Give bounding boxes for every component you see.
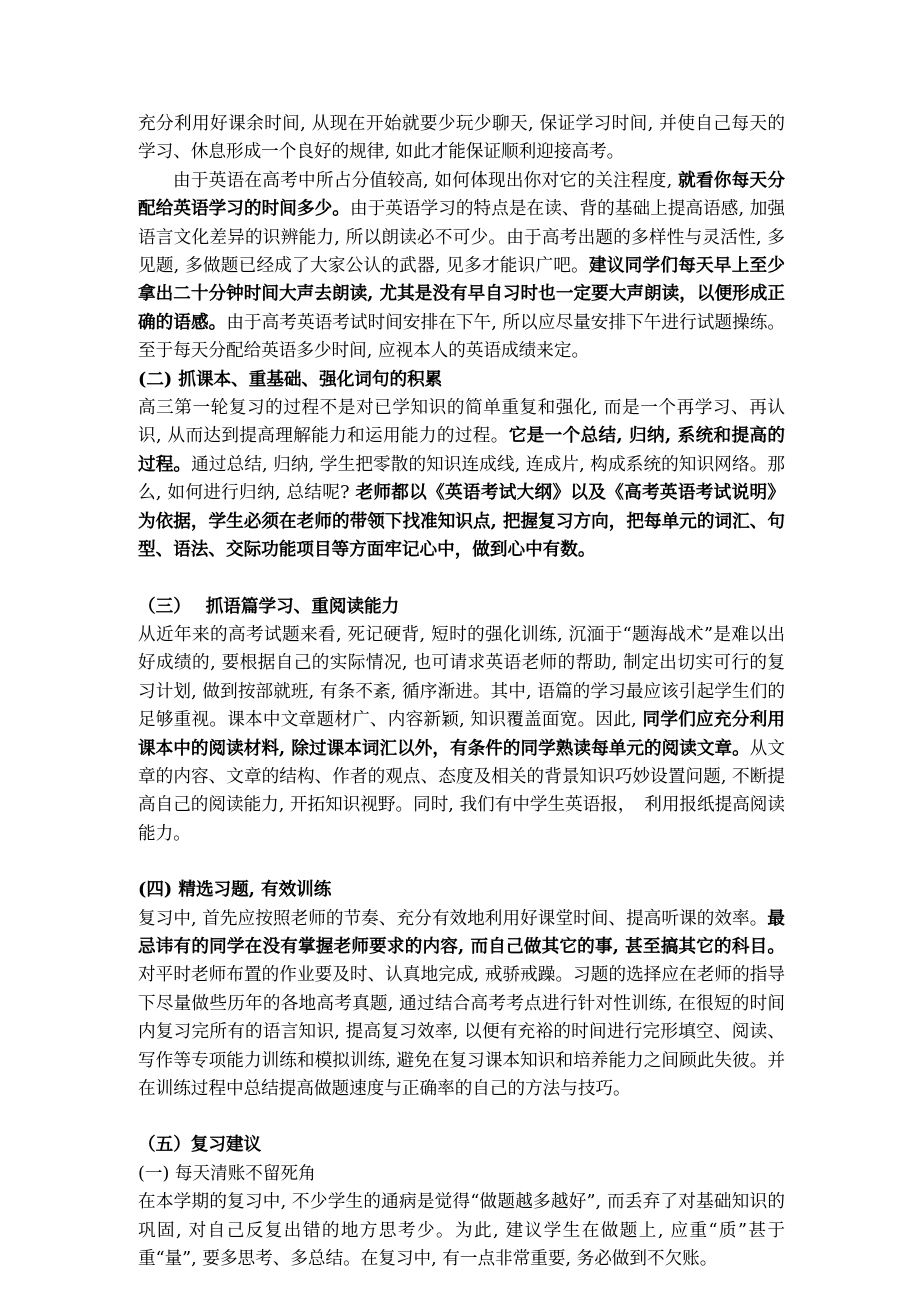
bold-run: 就看你每天分配给英语学习的时间多少。 bbox=[138, 169, 785, 220]
section-heading-2: (二) 抓课本、重基础、强化词句的积累 bbox=[138, 368, 443, 390]
text-run: 复习中, 首先应按照老师的节奏、充分有效地利用好课堂时间、提高听课的效率。 bbox=[138, 908, 768, 929]
section-heading-5: （五）复习建议 bbox=[138, 1134, 262, 1156]
bold-run: 同学们应充分利用课本中的阅读材料, 除过课本词汇以外，有条件的同学熟读每单元的阅读文章。 bbox=[138, 709, 785, 759]
paragraph-suggestions: 在本学期的复习中, 不少学生的通病是觉得“做题越多越好”, 而丢弃了对基础知识的巩固, 对自己反复出错的地方思考少。为此, 建议学生在做题上, 应重“质”甚于重“量”, 要多思考、多总结。在复习中, 有一点非常重要, 务必做到不欠账。 bbox=[138, 1192, 785, 1270]
section-heading-3: （三） 抓语篇学习、重阅读能力 bbox=[138, 595, 400, 617]
text-run: 对平时老师布置的作业要及时、认真地完成, 戒骄戒躁。习题的选择应在老师的指导下尽量做些历年的各地高考真题, 通过结合高考考点进行针对性训练, 在很短的时间内复习完所有的语言知识, 提高复习效率, 以便有充裕的时间进行完形填空、阅读、写作等专项能力训练和模拟训练, 避免在复习课本知识和培养能力之间顾此失彼。并在训练过程中总结提高做题速度与正确率的自己的方法与技巧。 bbox=[138, 965, 785, 1099]
blank-line bbox=[138, 1103, 785, 1131]
text-run: 由于高考英语考试时间安排在下午, 所以应尽量安排下午进行试题操练。至于每天分配给英语多少时间, 应视本人的英语成绩来定。 bbox=[138, 312, 785, 362]
section-heading-4: (四) 精选习题, 有效训练 bbox=[138, 879, 332, 901]
text-run: 由于英语学习的特点是在读、背的基础上提高语感, 加强语言文化差异的识辨能力, 所以朗读必不可少。由于高考出题的多样性与灵活性, 多见题, 多做题已经成了大家公认的武器, 见多才能识广吧。 bbox=[138, 199, 785, 277]
subheading-daily-review: (一) 每天清账不留死角 bbox=[138, 1163, 316, 1184]
paragraph-english-time bbox=[138, 167, 785, 366]
bold-run: 它是一个总结, 归纳, 系统和提高的过程。 bbox=[138, 425, 785, 475]
paragraph-exercises bbox=[138, 905, 785, 1104]
paragraph-study-time: 充分利用好课余时间, 从现在开始就要少玩少聊天, 保证学习时间, 并使自己每天的学习、休息形成一个良好的规律, 如此才能保证顺利迎接高考。 bbox=[138, 114, 785, 163]
text-run: 通过总结, 归纳, 学生把零散的知识连成线, 连成片, 构成系统的知识网络。那么, 如何进行归纳, 总结呢? bbox=[138, 454, 785, 504]
text-run: 从近年来的高考试题来看, 死记硬背, 短时的强化训练, 沉湎于“题海战术”是难以出好成绩的, 要根据自己的实际情况, 也可请求英语老师的帮助, 制定出切实可行的复习计划, 做到按部就班, 有条不紊, 循序渐进。其中, 语篇的学习最应该引起学生们的足够重视。课本中文章题材广、内容新颖, 知识覆盖面宽。因此, bbox=[138, 624, 785, 731]
bold-run: 最忌讳有的同学在没有掌握老师要求的内容, 而自己做其它的事, 甚至搞其它的科目。 bbox=[138, 907, 785, 957]
text-run: 由于英语在高考中所占分值较高, 如何体现出你对它的关注程度, bbox=[173, 170, 679, 191]
blank-line bbox=[138, 848, 785, 876]
paragraph-reading bbox=[138, 621, 785, 848]
paragraph-review-process bbox=[138, 394, 785, 564]
bold-run: 建议同学们每天早上至少拿出二十分钟时间大声去朗读, 尤其是没有早自习时也一定要大声朗读，以便形成正确的语感。 bbox=[138, 255, 785, 333]
bold-run: 老师都以《英语考试大纲》以及《高考英语考试说明》为依据，学生必须在老师的带领下找准知识点, 把握复习方向，把每单元的词汇、句型、语法、交际功能项目等方面牢记心中，做到心中有数。 bbox=[138, 482, 785, 561]
text-run: 从文章的内容、文章的结构、作者的观点、态度及相关的背景知识巧妙设置问题, 不断提高自己的阅读能力, 开拓知识视野。同时, 我们有中学生英语报， 利用报纸提高阅读能力。 bbox=[138, 738, 785, 844]
text-run: 高三第一轮复习的过程不是对已学知识的简单重复和强化, 而是一个再学习、再认识, 从而达到提高理解能力和运用能力的过程。 bbox=[138, 398, 785, 447]
blank-line bbox=[138, 565, 785, 593]
